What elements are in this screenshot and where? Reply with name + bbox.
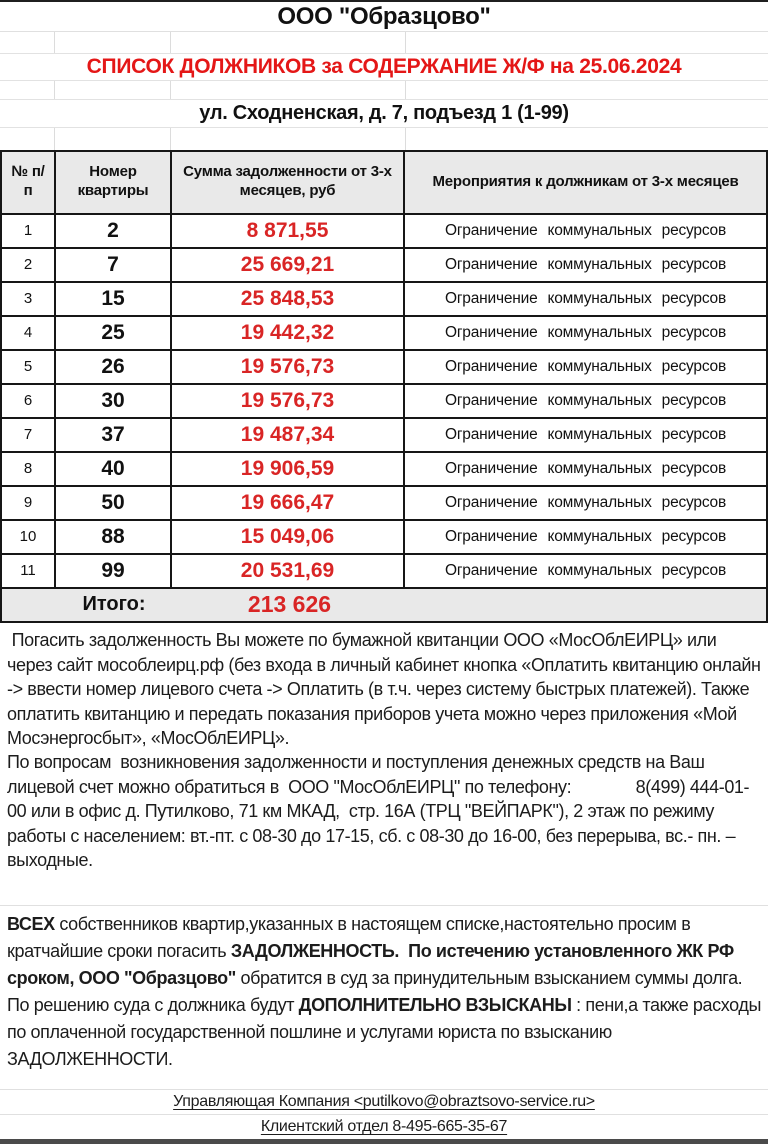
row-number-cell: 8 [2, 453, 56, 487]
action-cell: Ограничение коммунальных ресурсов [405, 487, 766, 521]
gridline [54, 81, 55, 99]
grid-spacer [0, 128, 768, 150]
table-row [2, 453, 766, 487]
row-number-cell: 2 [2, 249, 56, 283]
table-row [2, 555, 766, 589]
address-row [0, 100, 768, 127]
action-cell: Ограничение коммунальных ресурсов [405, 555, 766, 589]
debt-sum-cell: 19 576,73 [172, 351, 405, 385]
footer-company-email: Управляющая Компания <putilkovo@obraztsovo-service.ru> [173, 1093, 595, 1111]
action-cell: Ограничение коммунальных ресурсов [405, 283, 766, 317]
gridline [54, 32, 55, 53]
list-title-row [0, 54, 768, 81]
debt-sum-cell: 19 666,47 [172, 487, 405, 521]
apartment-number-cell: 25 [56, 317, 172, 351]
apartment-number-cell: 26 [56, 351, 172, 385]
action-cell: Ограничение коммунальных ресурсов [405, 317, 766, 351]
footer-company-row [0, 1089, 768, 1114]
table-row [2, 317, 766, 351]
gridline [170, 32, 171, 53]
row-number-cell: 3 [2, 283, 56, 317]
gridline [405, 32, 406, 53]
col-header-sum: Сумма задолженности от 3-х месяцев, руб [172, 152, 405, 215]
company-title-row [0, 2, 768, 32]
debt-sum-cell: 25 848,53 [172, 283, 405, 317]
action-cell: Ограничение коммунальных ресурсов [405, 215, 766, 249]
list-title: СПИСОК ДОЛЖНИКОВ за СОДЕРЖАНИЕ Ж/Ф на 25.06.2024 [86, 55, 682, 79]
page-bottom-edge [0, 1139, 768, 1144]
action-cell: Ограничение коммунальных ресурсов [405, 385, 766, 419]
text-run: собственников квартир,указанных в настоящем списке,настоятельно просим в кратчайшие сроки погасить [7, 913, 696, 961]
row-number-cell: 9 [2, 487, 56, 521]
apartment-number-cell: 7 [56, 249, 172, 283]
action-cell: Ограничение коммунальных ресурсов [405, 453, 766, 487]
apartment-number-cell: 2 [56, 215, 172, 249]
text-run: ВСЕХ [7, 913, 55, 934]
warning-text-block [0, 906, 768, 1073]
row-number-cell: 6 [2, 385, 56, 419]
info-text-block [0, 623, 768, 872]
apartment-number-cell: 30 [56, 385, 172, 419]
table-row [2, 249, 766, 283]
action-cell: Ограничение коммунальных ресурсов [405, 419, 766, 453]
row-number-cell: 10 [2, 521, 56, 555]
debt-sum-cell: 15 049,06 [172, 521, 405, 555]
text-run: : пени,а также расходы по оплаченной государственной пошлине и услугами юриста по взысканию ЗАДОЛЖЕННОСТИ. [7, 994, 766, 1069]
col-header-number: № п/п [2, 152, 56, 215]
footer-client-row [0, 1114, 768, 1139]
gridline [170, 81, 171, 99]
apartment-number-cell: 99 [56, 555, 172, 589]
apartment-number-cell: 15 [56, 283, 172, 317]
apartment-number-cell: 88 [56, 521, 172, 555]
apartment-number-cell: 40 [56, 453, 172, 487]
table-body [2, 215, 766, 589]
table-row [2, 521, 766, 555]
blank-gap [0, 1073, 768, 1089]
table-header-row [2, 152, 766, 215]
debt-sum-cell: 19 576,73 [172, 385, 405, 419]
company-title: ООО "Образцово" [277, 2, 491, 30]
text-run: ЗАДОЛЖЕННОСТЬ. По истечению установленного ЖК РФ сроком, ООО "Образцово" [7, 940, 739, 988]
table-row [2, 283, 766, 317]
row-number-cell: 4 [2, 317, 56, 351]
debt-sum-cell: 19 487,34 [172, 419, 405, 453]
total-label: Итого: [82, 593, 146, 616]
debt-sum-cell: 8 871,55 [172, 215, 405, 249]
row-number-cell: 5 [2, 351, 56, 385]
gridline [405, 128, 406, 150]
gridline [54, 128, 55, 150]
text-run: ДОПОЛНИТЕЛЬНО ВЗЫСКАНЫ [298, 994, 572, 1015]
row-number-cell: 11 [2, 555, 56, 589]
contact-info-paragraph: По вопросам возникновения задолженности и поступления денежных средств на Ваш лицевой счет можно обратиться в ООО "МосОблЕИРЦ" по телефону: 8(499) 444-01-00 или в офис д. Путилково, 71 км МКАД, стр. 16А (ТРЦ "ВЕЙПАРК"), 2 этаж по режиму работы с населением: вт.-пт. с 08-30 до 17-15, сб. с 08-30 до 16-00, без перерыва, вс.- пн. – выходные. [7, 752, 750, 870]
col-header-actions: Мероприятия к должникам от 3-х месяцев [405, 152, 766, 215]
apartment-number-cell: 37 [56, 419, 172, 453]
action-cell: Ограничение коммунальных ресурсов [405, 249, 766, 283]
text-run: обратится в суд за принудительным взысканием суммы долга. По решению суда с должника будут [7, 967, 747, 1015]
table-row [2, 487, 766, 521]
debtors-table [0, 150, 768, 589]
table-row [2, 385, 766, 419]
total-value: 213 626 [247, 591, 332, 618]
warning-paragraph [7, 911, 766, 1073]
gridline [405, 81, 406, 99]
row-number-cell: 1 [2, 215, 56, 249]
debt-sum-cell: 25 669,21 [172, 249, 405, 283]
gridline [170, 128, 171, 150]
action-cell: Ограничение коммунальных ресурсов [405, 351, 766, 385]
table-row [2, 215, 766, 249]
grid-spacer [0, 32, 768, 54]
debt-sum-cell: 19 906,59 [172, 453, 405, 487]
debt-sum-cell: 19 442,32 [172, 317, 405, 351]
table-row [2, 351, 766, 385]
blank-gap [0, 872, 768, 905]
total-row [0, 589, 768, 624]
apartment-number-cell: 50 [56, 487, 172, 521]
payment-info-paragraph: Погасить задолженность Вы можете по бумажной квитанции ООО «МосОблЕИРЦ» или через сайт мособлеирц.рф (без входа в личный кабинет кнопка «Оплатить квитанцию онлайн -> ввести номер лицевого счета -> Оплатить (в т.ч. через систему быстрых платежей). Также оплатить квитанцию и передать показания приборов учета можно через приложения «Мой Мосэнергосбыт», «МосОблЕИРЦ». [7, 630, 766, 748]
grid-spacer [0, 81, 768, 100]
col-header-apartment: Номер квартиры [56, 152, 172, 215]
table-row [2, 419, 766, 453]
action-cell: Ограничение коммунальных ресурсов [405, 521, 766, 555]
address-title: ул. Сходненская, д. 7, подъезд 1 (1-99) [199, 102, 569, 125]
row-number-cell: 7 [2, 419, 56, 453]
footer-client-phone: Клиентский отдел 8-495-665-35-67 [260, 1117, 508, 1135]
debt-sum-cell: 20 531,69 [172, 555, 405, 589]
